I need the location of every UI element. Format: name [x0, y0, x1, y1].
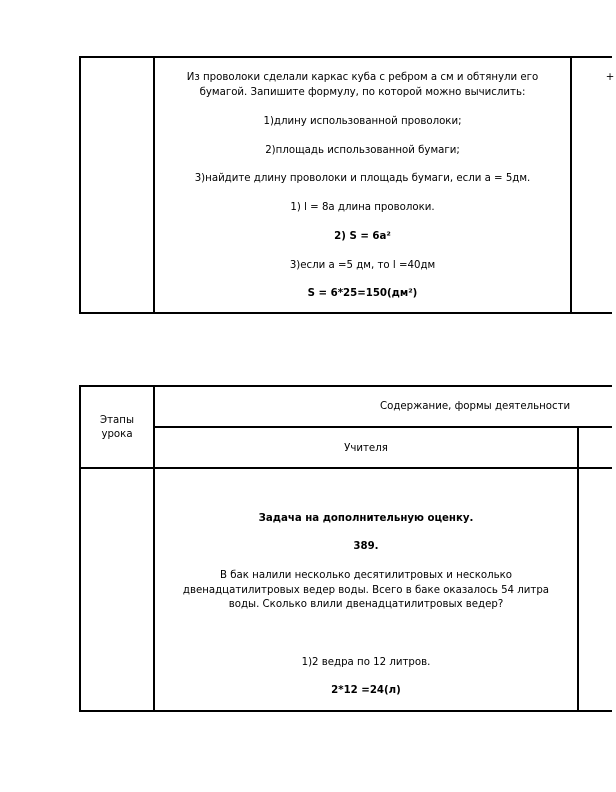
- table-1-item-3: 3)найдите длину проволоки и площадь бумаги, если а = 5дм.: [194, 173, 531, 184]
- table-1-divider-2: [570, 56, 572, 314]
- table-2-top-border: [79, 385, 612, 387]
- table-1-answer-4: S = 6*25=150(дм²): [307, 288, 418, 299]
- table-1-bottom-border: [79, 312, 612, 314]
- table-1-task-line-1: Из проволоки сделали каркас куба с ребром а см и обтянули его: [186, 72, 539, 83]
- table-2-task-line-2: двенадцатилитровых ведер воды. Всего в баке оказалось 54 литра: [182, 585, 550, 596]
- table-1-top-border: [79, 56, 612, 58]
- table-2-header-bottom: [79, 467, 612, 469]
- table-1-right-cell-fragment: +: [605, 72, 615, 83]
- table-2-task-line-1: В бак налили несколько десятилитровых и несколько: [220, 570, 512, 581]
- table-2-divider-2: [577, 426, 579, 712]
- table-2-task-line-3: воды. Сколько влили двенадцатилитровых ведер?: [228, 599, 504, 610]
- table-1-left-border: [79, 56, 81, 314]
- table-2-answer-2: 2*12 =24(л): [331, 685, 401, 696]
- table-2-bottom-border: [79, 710, 612, 712]
- table-2-header-stages-line-2: урока: [101, 429, 133, 440]
- table-2-answer-1: 1)2 ведра по 12 литров.: [301, 657, 431, 668]
- table-2-header-content: Содержание, формы деятельности: [380, 401, 571, 412]
- table-1-item-2: 2)площадь использованной бумаги;: [265, 145, 460, 156]
- table-2-header-divider: [153, 426, 612, 428]
- table-2-task-number: 389.: [353, 541, 379, 552]
- table-1-task-line-2: бумагой. Запишите формулу, по которой можно вычислить:: [199, 87, 526, 98]
- table-2-header-stages-line-1: Этапы: [100, 415, 134, 426]
- table-1-answer-1: 1) l = 8а длина проволоки.: [290, 202, 435, 213]
- table-2-header-teacher: Учителя: [344, 443, 388, 454]
- table-1-answer-3: 3)если а =5 дм, то l =40дм: [289, 260, 436, 271]
- table-2-task-title: Задача на дополнительную оценку.: [258, 513, 474, 524]
- table-1-answer-2: 2) S = 6a²: [334, 231, 391, 242]
- table-1-item-1: 1)длину использованной проволоки;: [263, 116, 462, 127]
